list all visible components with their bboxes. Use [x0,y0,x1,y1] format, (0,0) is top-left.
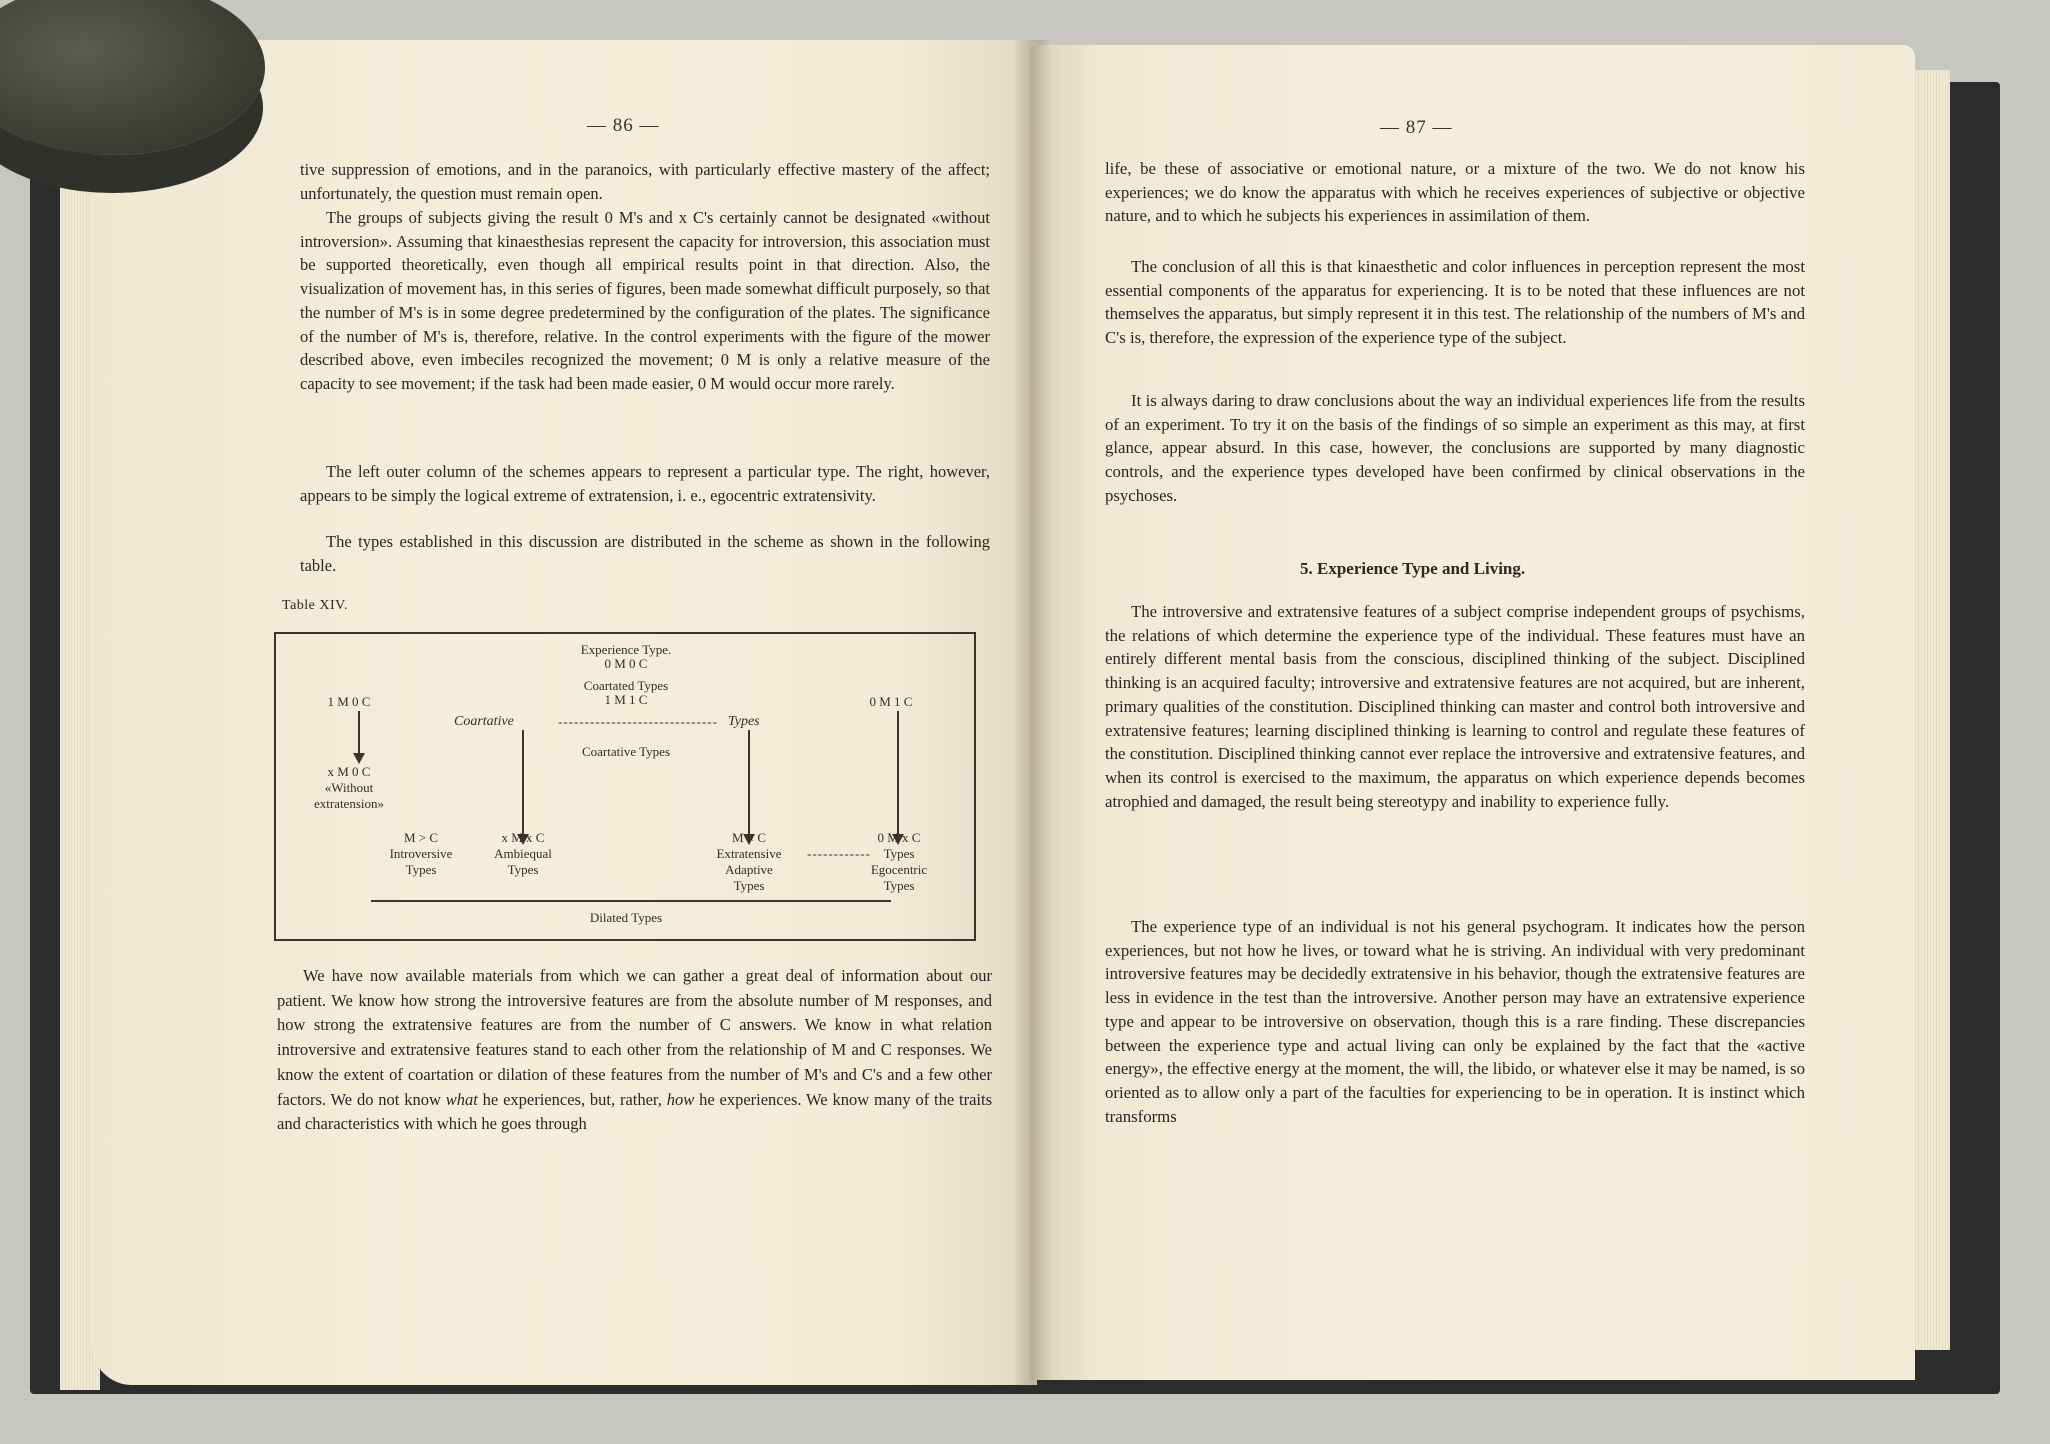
book-gutter [1012,40,1052,1390]
table-dilated-label: Dilated Types [589,910,663,925]
right-paragraph-1: life, be these of associative or emotional nature, or a mixture of the two. We do not know his experiences; we do know the apparatus with which he receives experiences of subjective or objective nature, and to which he subjects his experiences in assimilation of them. [1105,159,1805,226]
table-col2-l1: Ambiequal [494,846,552,861]
arrow-down-1 [358,711,360,755]
table-col4-formula: 0 M x C [877,830,921,845]
table-coartated-title: Coartated Types [583,678,669,693]
table-dash-line: ------------------------------ [558,714,718,729]
table-top-formula: 0 M 0 C [604,656,648,671]
paragraph-2: The groups of subjects giving the result 0 M's and x C's certainly cannot be designated «without introversion». Assuming that kinaesthesias represent the capacity for introversion, this association must be supported theoretically, even though all empirical results point in that direction. Also, the visualization of movement has, in this series of figures, been made somewhat difficult purposely, so that the number of M's is in some degree predetermined by the configuration of the plates. The significance of the number of M's is, therefore, relative. In the control experiments with the figure of the mower described above, even imbeciles recognized the movement; 0 M is only a relative measure of the capacity to see movement; if the task had been made easier, 0 M would occur more rarely. [300,208,990,393]
table-col2-formula: x M x C [501,830,545,845]
arrow-down-4 [897,711,899,836]
table-col1-formula: M > C [403,830,439,845]
right-paragraph-3: It is always daring to draw conclusions about the way an individual experiences life from the results of an experiment. To try it on the basis of the findings of so simple an experiment as this may, at first glance, appear absurd. In this case, however, the conclusions are supported by many diagnostic controls, and the experience types developed have been confirmed by clinical observations in the psychoses. [1105,391,1805,505]
table-coartated-formula: 1 M 1 C [604,692,648,707]
paragraph-1: tive suppression of emotions, and in the paranoics, with particularly effective mastery of the affect; unfortunately, the question must remain open. [300,160,990,203]
table-left-top-formula: 1 M 0 C [327,694,371,709]
table-without-l1: «Without [324,780,374,795]
table-top-title: Experience Type. [580,642,672,657]
arrow-down-3 [748,730,750,836]
page-number-86: — 86 — [587,115,660,136]
section-paragraph-2: The experience type of an individual is not his general psychogram. It indicates how the person experiences, but not how he lives, or toward what he is striving. An individual with very predominant introversive features may be decidedly extratensive in his behavior, though the extratensive features are less in evidence in the test than the introversive. Another person may have an extratensive experience type and appear to be introversive on observation, though this is a rare finding. These discrepancies between the experience type and actual living can only be explained by the fact that the «active energy», the effective energy at the moment, the will, the libido, or whatever else it may be named, is so oriented as to allow only a part of the faculties for experiencing to be in operation. It is instinct which transforms [1105,917,1805,1126]
paragraph-5 [277,964,992,1137]
table-col3-l2: Adaptive [725,862,773,877]
table-without-l2: extratension» [313,796,385,811]
table-col1-l2: Types [405,862,437,877]
right-paragraph-2: The conclusion of all this is that kinaesthetic and color influences in perception represent the most essential components of the apparatus for experiencing. It is to be noted that these influences are not themselves the apparatus, but simply represent it in this test. The relationship of the numbers of M's and C's is, therefore, the expression of the experience type of the subject. [1105,257,1805,348]
table-col1-l1: Introversive [389,846,453,861]
table-xiv [274,632,976,941]
section-paragraph-1: The introversive and extratensive features of a subject comprise independent groups of psychisms, the relations of which determine the experience type of the individual. These features must have an entirely different mental basis from the conscious, disciplined thinking of the subject. Disciplined thinking is an acquired faculty; introversive and extratensive features are not acquired, but are inherent, primary qualities of the constitution. Disciplined thinking can master and control both introversive and extratensive features; learning disciplined thinking is learning to control and regulate these features of the constitution. Disciplined thinking cannot ever replace the introversive and extratensive features, and when its control is exercised to the maximum, the apparatus on which experience depends becomes atrophied and damaged, the result being stereotypy and inability to experience fully. [1105,602,1805,811]
table-coartative-word: Coartative [454,714,514,729]
right-page [1030,45,1915,1380]
paragraph-3: The left outer column of the schemes appears to represent a particular type. The right, however, appears to be simply the logical extreme of extratension, i. e., egocentric extratensivity. [300,462,990,505]
section-heading: 5. Experience Type and Living. [1300,559,1526,578]
left-page [92,40,1037,1385]
table-without-formula: x M 0 C [327,764,371,779]
table-col4-l1: Types [883,846,915,861]
page-number-87: — 87 — [1380,117,1453,138]
table-right-top-formula: 0 M 1 C [869,694,913,709]
paragraph-5-part-3: he experiences. We know many of the traits and characteristics with which he goes through [277,1089,993,1134]
table-col3-dash: ------------ [807,846,871,861]
paragraph-5-emphasis-what: what [445,1089,478,1109]
table-col3-formula: M < C [731,830,767,845]
table-label: Table XIV. [282,598,348,613]
paragraph-4: The types established in this discussion are distributed in the scheme as shown in the following table. [300,532,990,575]
dilated-bracket-line [371,900,891,902]
table-col4-l2: Egocentric [870,862,928,877]
arrow-down-2 [522,730,524,836]
paragraph-5-emphasis-how: how [666,1089,695,1109]
table-col3-l1: Extratensive [716,846,782,861]
table-col2-l2: Types [507,862,539,877]
table-col4-l3: Types [883,878,915,893]
paragraph-5-part-2: he experiences, but, rather, [477,1089,667,1109]
table-col3-l3: Types [733,878,765,893]
table-types-word: Types [728,714,760,729]
table-coartative-types: Coartative Types [581,744,671,759]
paragraph-5-part-1: We have now available materials from which we can gather a great deal of information about our patient. We know how strong the introversive features are from the absolute number of M responses, and how strong the extratensive features are from the number of C answers. We know in what relation introversive and extratensive features stand to each other from the relationship of M and C responses. We know the extent of coartation or dilation of these features from the number of M's and C's and a few other factors. We do not know [277,966,992,1109]
